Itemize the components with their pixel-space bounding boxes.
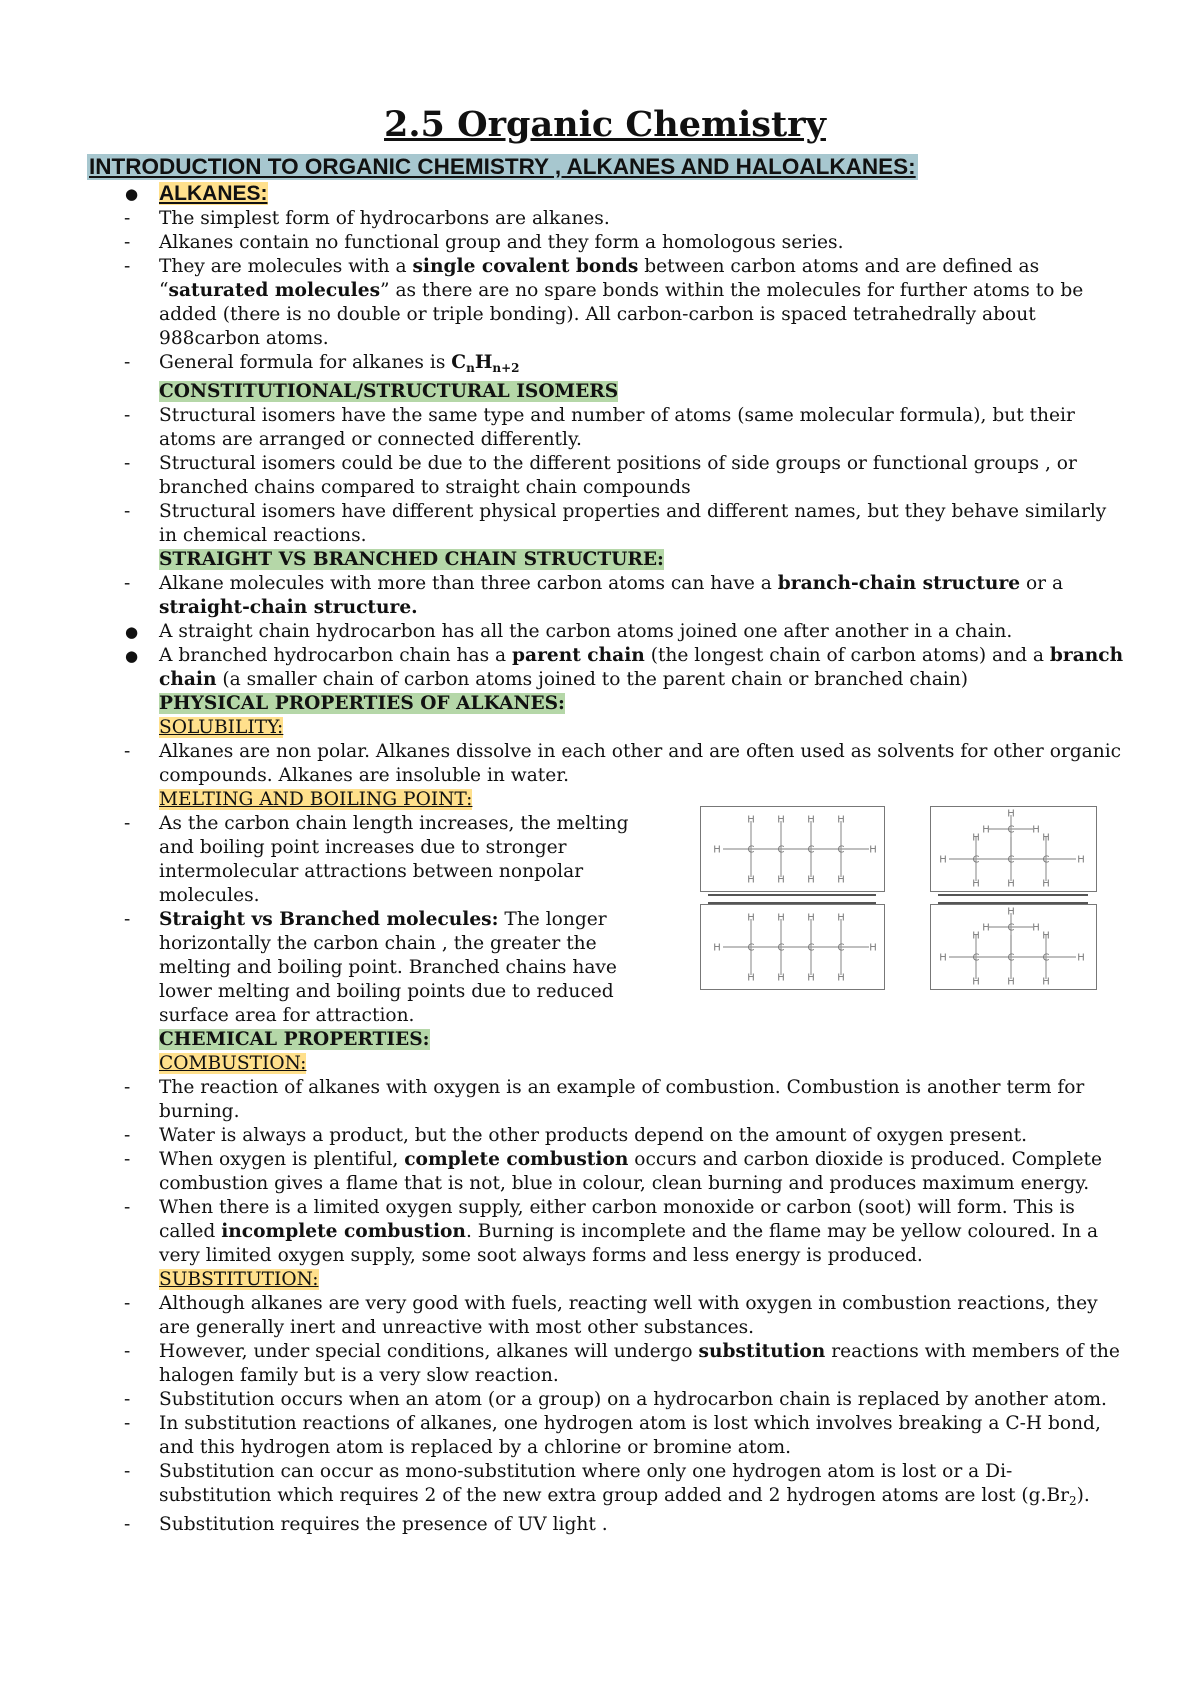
page-title: 2.5 Organic Chemistry	[384, 104, 826, 145]
bold-term: Straight vs Branched molecules:	[159, 909, 499, 930]
hydrogen-atom: H	[777, 814, 785, 826]
list-item	[124, 1412, 1124, 1460]
list-item-text: Alkanes are non polar. Alkanes dissolve in each other and are often used as solvents for other organic compounds. Alkanes are insoluble in water.	[159, 741, 1122, 786]
carbon-atom: C	[1007, 952, 1015, 964]
isobutane-branched-diagram-2	[930, 904, 1097, 990]
hydrogen-atom: H	[1007, 906, 1015, 918]
list-item-text: Substitution occurs when an atom (or a group) on a hydrocarbon chain is replaced by another atom.	[159, 1389, 1107, 1410]
combustion-heading: COMBUSTION:	[159, 1053, 307, 1074]
straight-chain-svg	[701, 807, 884, 891]
hydrogen-atom: H	[982, 824, 990, 836]
hydrogen-atom: H	[807, 912, 815, 924]
carbon-atom: C	[807, 942, 815, 954]
hydrogen-atom: H	[807, 874, 815, 886]
hydrogen-atom: H	[1042, 832, 1050, 844]
bold-term: branch chain	[159, 645, 1124, 690]
diagram-divider	[938, 894, 1088, 904]
dash-marker: -	[124, 232, 131, 253]
bold-term: single covalent bonds	[412, 256, 639, 277]
hydrogen-atom: H	[972, 976, 980, 988]
dash-marker: -	[124, 741, 131, 762]
list-item	[124, 452, 1124, 500]
list-item-text: occurs and carbon dioxide is produced. Complete combustion gives a flame that is not, blue in colour, clean burning and produces maximum energy.	[159, 1149, 1102, 1194]
subheading-row	[124, 548, 1124, 572]
dash-marker: -	[124, 352, 131, 373]
dash-marker: -	[124, 256, 131, 277]
subheading-row	[124, 1268, 1124, 1292]
dash-marker: -	[124, 1197, 131, 1218]
list-item-text: Although alkanes are very good with fuels, reacting well with oxygen in combustion reactions, they are generally inert and unreactive with most other substances.	[159, 1293, 1098, 1338]
hydrogen-atom: H	[1032, 824, 1040, 836]
hydrogen-atom: H	[869, 844, 877, 856]
list-item-text: (the longest chain of carbon atoms) and a	[644, 645, 1050, 666]
hydrogen-atom: H	[747, 972, 755, 984]
list-item-text: ).	[1076, 1485, 1090, 1506]
chemical-heading: CHEMICAL PROPERTIES:	[159, 1029, 430, 1050]
dash-marker: -	[124, 501, 131, 522]
isomers-heading: CONSTITUTIONAL/STRUCTURAL ISOMERS	[159, 381, 619, 402]
carbon-atom: C	[1007, 824, 1015, 836]
subheading-row	[124, 692, 1124, 716]
list-item	[124, 1460, 1124, 1513]
list-item-text: However, under special conditions, alkanes will undergo	[159, 1341, 699, 1362]
branched-chain-svg	[931, 807, 1096, 891]
bullet-marker: ●	[125, 623, 139, 641]
chains-heading: STRAIGHT VS BRANCHED CHAIN STRUCTURE:	[159, 549, 664, 570]
dash-marker: -	[124, 1413, 131, 1434]
hydrogen-atom: H	[1007, 808, 1015, 820]
dash-marker: -	[124, 1149, 131, 1170]
bullet-marker: ●	[125, 647, 139, 665]
dash-marker: -	[124, 1293, 131, 1314]
list-item-text: Structural isomers could be due to the different positions of side groups or functional groups , or branched chains compared to straight chain compounds	[159, 453, 1077, 498]
list-item	[124, 1148, 1124, 1196]
dash-marker: -	[124, 405, 131, 426]
bullet-marker: ●	[125, 185, 139, 203]
bold-term: straight-chain structure.	[159, 597, 418, 618]
list-item-text: When oxygen is plentiful,	[159, 1149, 405, 1170]
dash-marker: -	[124, 1461, 131, 1482]
carbon-atom: C	[807, 844, 815, 856]
list-item-text: ” as there are no spare bonds within the molecules for further atoms to be added (there is no double or triple bonding). All carbon-carbon is spaced tetrahedrally about 988carbon atoms.	[159, 280, 1084, 349]
list-item-text: The longer horizontally the carbon chain , the greater the melting and boiling point. Branched chains have lower melting and boiling points due to reduced surface area for attraction.	[159, 909, 617, 1026]
hydrogen-atom: H	[982, 922, 990, 934]
list-item-text: Substitution can occur as mono-substitution where only one hydrogen atom is lost or a Di-substitution which requires 2 of the new extra group added and 2 hydrogen atoms are lost (g.Br	[159, 1461, 1070, 1506]
hydrogen-atom: H	[869, 942, 877, 954]
dash-marker: -	[124, 453, 131, 474]
list-item-text: A branched hydrocarbon chain has a	[159, 645, 513, 666]
melting-boiling-heading: MELTING AND BOILING POINT:	[159, 789, 473, 810]
list-item-text: Water is always a product, but the other products depend on the amount of oxygen present.	[159, 1125, 1028, 1146]
list-item-text: . Burning is incomplete and the flame may be yellow coloured. In a very limited oxygen supply, some soot always forms and less energy is produced.	[159, 1221, 1099, 1266]
carbon-atom: C	[777, 942, 785, 954]
hydrogen-atom: H	[747, 874, 755, 886]
list-item-text: The simplest form of hydrocarbons are alkanes.	[159, 208, 610, 229]
solubility-heading: SOLUBILITY:	[159, 717, 284, 738]
hydrogen-atom: H	[1007, 878, 1015, 890]
branched-chain-svg	[931, 905, 1096, 989]
hydrogen-atom: H	[1042, 976, 1050, 988]
subheading-row	[124, 380, 1124, 404]
hydrogen-atom: H	[1077, 854, 1085, 866]
hydrogen-atom: H	[837, 874, 845, 886]
alkanes-heading: ALKANES:	[159, 182, 268, 205]
hydrogen-atom: H	[1042, 878, 1050, 890]
butane-straight-chain-diagram	[700, 806, 885, 892]
list-item	[124, 404, 1124, 452]
list-item	[124, 207, 1124, 231]
carbon-atom: C	[1007, 854, 1015, 866]
list-item-text: Structural isomers have different physical properties and different names, but they behave similarly in chemical reactions.	[159, 501, 1107, 546]
list-item	[124, 620, 1124, 644]
list-item	[124, 1513, 1124, 1537]
carbon-atom: C	[972, 854, 980, 866]
list-item-text: The reaction of alkanes with oxygen is an example of combustion. Combustion is another term for burning.	[159, 1077, 1085, 1122]
list-item	[124, 740, 1124, 788]
list-item-text: Structural isomers have the same type and number of atoms (same molecular formula), but their atoms are arranged or connected differently.	[159, 405, 1075, 450]
dash-marker: -	[124, 1077, 131, 1098]
subheading-row	[124, 716, 1124, 740]
dash-marker: -	[124, 208, 131, 229]
hydrogen-atom: H	[777, 912, 785, 924]
list-item	[124, 644, 1124, 692]
list-item-text: As the carbon chain length increases, the melting and boiling point increases due to stronger intermolecular attractions between nonpolar molecules.	[159, 813, 629, 906]
list-item-text: They are molecules with a	[159, 256, 413, 277]
hydrogen-atom: H	[777, 972, 785, 984]
hydrogen-atom: H	[972, 878, 980, 890]
hydrogen-atom: H	[713, 942, 721, 954]
list-item-text: A straight chain hydrocarbon has all the carbon atoms joined one after another in a chain.	[159, 621, 1013, 642]
list-item-text: (a smaller chain of carbon atoms joined to the parent chain or branched chain)	[216, 669, 968, 690]
list-item-text: reactions with members of the halogen family but is a very slow reaction.	[159, 1341, 1120, 1386]
carbon-atom: C	[1042, 854, 1050, 866]
list-item	[124, 231, 1124, 255]
list-item	[124, 908, 664, 1028]
list-item-text: Alkanes contain no functional group and they form a homologous series.	[159, 232, 844, 253]
dash-marker: -	[124, 573, 131, 594]
hydrogen-atom: H	[807, 814, 815, 826]
straight-chain-svg	[701, 905, 884, 989]
hydrogen-atom: H	[1007, 976, 1015, 988]
list-item-text: General formula for alkanes is	[159, 352, 452, 373]
hydrogen-atom: H	[837, 912, 845, 924]
structural-formula-diagrams	[700, 806, 1100, 996]
general-formula: $C_nH_{n+2}$	[451, 352, 520, 375]
carbon-atom: C	[837, 942, 845, 954]
list-item	[124, 812, 664, 908]
bold-term: parent chain	[512, 645, 645, 666]
substitution-heading: SUBSTITUTION:	[159, 1269, 319, 1290]
hydrogen-atom: H	[807, 972, 815, 984]
subheading-row	[124, 1028, 1124, 1052]
list-item	[124, 1340, 1124, 1388]
carbon-atom: C	[777, 844, 785, 856]
dash-marker: -	[124, 1341, 131, 1362]
hydrogen-atom: H	[972, 832, 980, 844]
dash-marker: -	[124, 813, 131, 834]
carbon-atom: C	[747, 942, 755, 954]
bold-term: incomplete combustion	[221, 1221, 466, 1242]
physical-heading: PHYSICAL PROPERTIES OF ALKANES:	[159, 693, 565, 714]
list-item	[124, 1124, 1124, 1148]
list-item	[124, 572, 1124, 620]
dash-marker: -	[124, 909, 131, 930]
list-item	[124, 1292, 1124, 1340]
list-item-text: between carbon atoms and are defined as “	[159, 256, 1040, 301]
hydrogen-atom: H	[777, 874, 785, 886]
hydrogen-atom: H	[972, 930, 980, 942]
list-item-text: Alkane molecules with more than three carbon atoms can have a	[159, 573, 778, 594]
hydrogen-atom: H	[1077, 952, 1085, 964]
hydrogen-atom: H	[747, 814, 755, 826]
diagram-divider	[708, 894, 876, 904]
list-item-text: or a	[1020, 573, 1064, 594]
list-item	[124, 351, 1124, 380]
dash-marker: -	[124, 1125, 131, 1146]
list-item	[124, 1196, 1124, 1268]
butane-straight-chain-diagram-2	[700, 904, 885, 990]
hydrogen-atom: H	[837, 814, 845, 826]
carbon-atom: C	[747, 844, 755, 856]
bold-term: branch-chain structure	[777, 573, 1021, 594]
hydrogen-atom: H	[837, 972, 845, 984]
bold-term: complete combustion	[404, 1149, 629, 1170]
bold-term: saturated molecules	[168, 280, 381, 301]
hydrogen-atom: H	[747, 912, 755, 924]
dash-marker: -	[124, 1389, 131, 1410]
carbon-atom: C	[1042, 952, 1050, 964]
section-heading: INTRODUCTION TO ORGANIC CHEMISTRY , ALKANES AND HALOALKANES:	[89, 154, 916, 179]
subscript: 2	[1069, 1494, 1077, 1508]
hydrogen-atom: H	[1032, 922, 1040, 934]
dash-marker: -	[124, 1514, 131, 1535]
hydrogen-atom: H	[939, 952, 947, 964]
list-item	[124, 1076, 1124, 1124]
subheading-row	[124, 1052, 1124, 1076]
list-item-text: When there is a limited oxygen supply, either carbon monoxide or carbon (soot) will form. This is called	[159, 1197, 1075, 1242]
carbon-atom: C	[972, 952, 980, 964]
carbon-atom: C	[1007, 922, 1015, 934]
list-item-text: Substitution requires the presence of UV light .	[159, 1514, 608, 1535]
bold-term: substitution	[698, 1341, 826, 1362]
isobutane-branched-diagram	[930, 806, 1097, 892]
list-item-text: In substitution reactions of alkanes, one hydrogen atom is lost which involves breaking a C-H bond, and this hydrogen atom is replaced by a chlorine or bromine atom.	[159, 1413, 1101, 1458]
carbon-atom: C	[837, 844, 845, 856]
list-item	[124, 500, 1124, 548]
alkanes-heading-row	[124, 182, 1124, 207]
list-item	[124, 255, 1124, 351]
hydrogen-atom: H	[939, 854, 947, 866]
hydrogen-atom: H	[1042, 930, 1050, 942]
list-item	[124, 1388, 1124, 1412]
hydrogen-atom: H	[713, 844, 721, 856]
